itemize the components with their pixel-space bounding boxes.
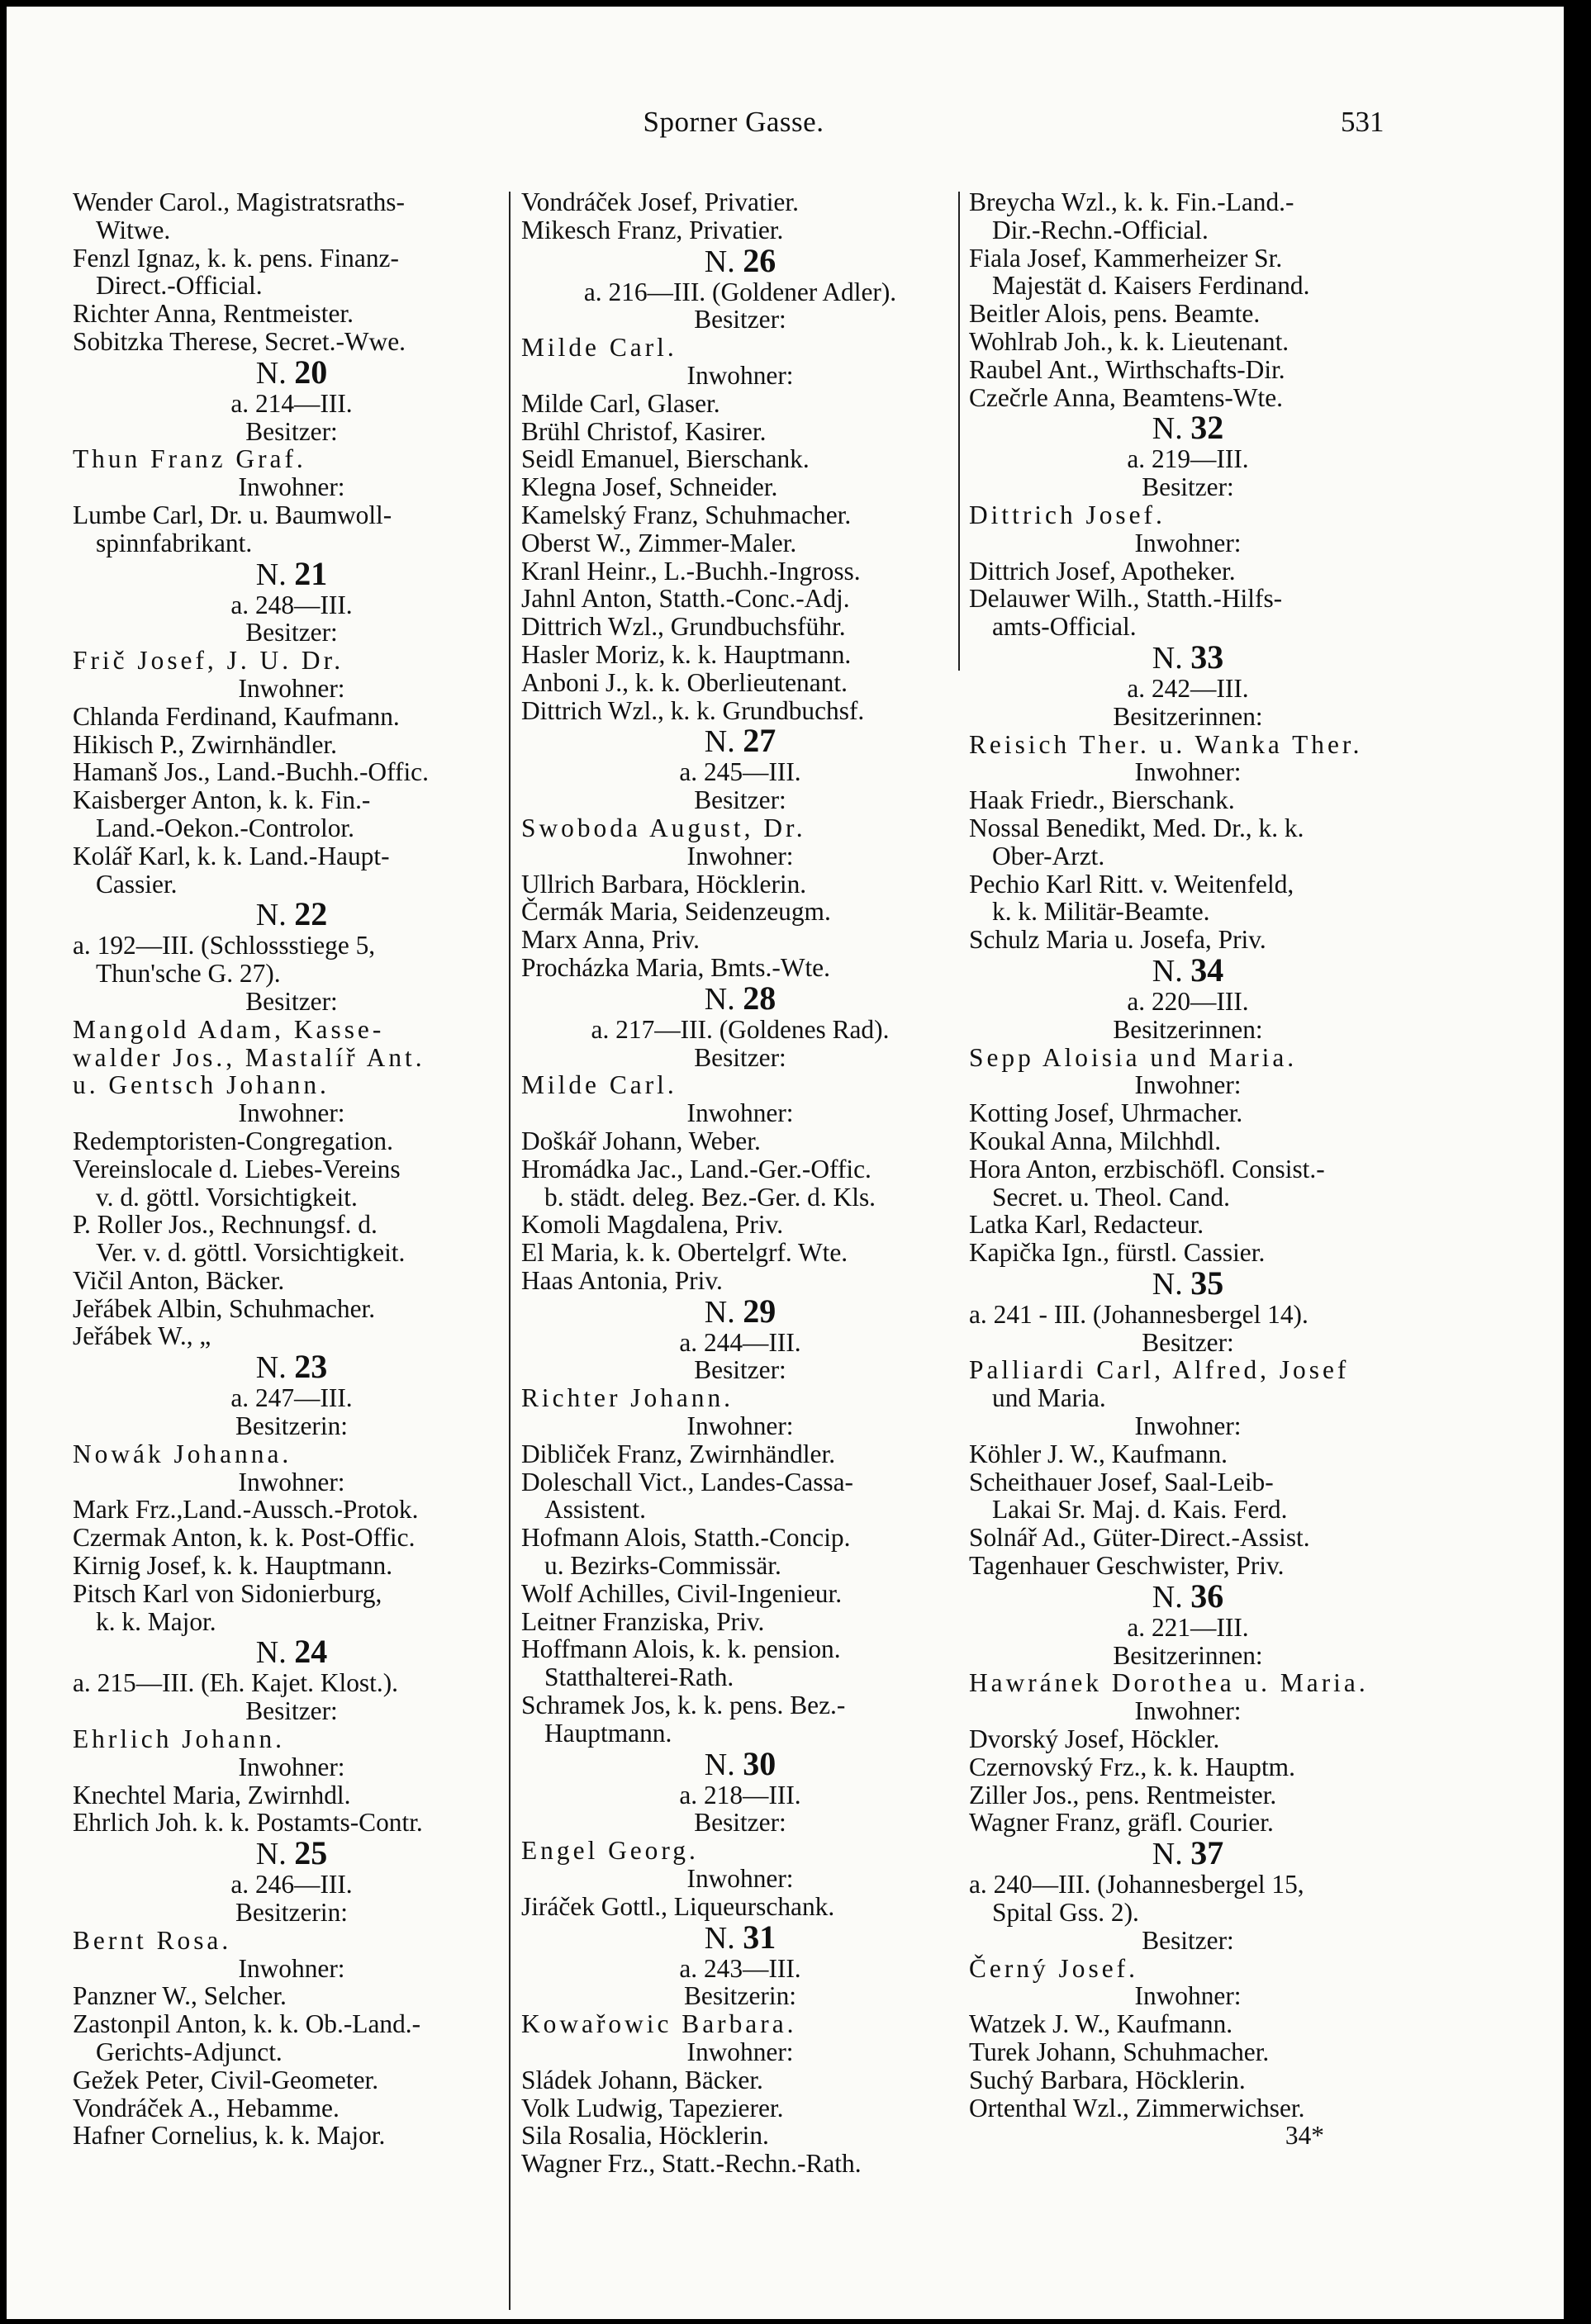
owner-entry: u. Gentsch Johann. <box>73 1070 330 1100</box>
resident-entry: Hoffmann Alois, k. k. pension. <box>521 1634 841 1664</box>
entry-continuation: Hauptmann. <box>544 1718 672 1748</box>
resident-entry: Lumbe Carl, Dr. u. Baumwoll- <box>73 500 392 529</box>
house-number-heading <box>969 411 1407 445</box>
house-prefix: N. <box>704 244 735 279</box>
resident-entry: Kaisberger Anton, k. k. Fin.- <box>73 785 371 815</box>
resident-entry: Kolář Karl, k. k. Land.-Haupt- <box>73 841 390 870</box>
resident-entry: Haas Antonia, Priv. <box>521 1265 723 1295</box>
resident-entry: Wagner Frz., Statt.-Rechn.-Rath. <box>521 2149 862 2179</box>
resident-entry: Wender Carol., Magistratsraths- <box>73 187 405 216</box>
house-number: 32 <box>1190 409 1224 447</box>
owner-entry: Hawránek Dorothea u. Maria. <box>969 1668 1369 1698</box>
resident-entry: Latka Karl, Redacteur. <box>969 1210 1204 1240</box>
house-number: 24 <box>294 1633 328 1671</box>
resident-entry: Dittrich Wzl., k. k. Grundbuchsf. <box>521 695 865 725</box>
resident-entry: Zastonpil Anton, k. k. Ob.-Land.- <box>73 2009 421 2039</box>
resident-entry: Doleschall Vict., Landes-Cassa- <box>521 1467 854 1496</box>
section-label: Inwohner: <box>238 1467 345 1496</box>
resident-entry: a. 192—III. (Schlossstiege 5, <box>73 931 376 960</box>
resident-entry: Czernovský Frz., k. k. Hauptm. <box>969 1752 1295 1781</box>
house-number: 31 <box>743 1918 777 1956</box>
house-number-heading <box>969 1577 1407 1615</box>
resident-entry: Hromádka Jac., Land.-Ger.-Offic. <box>521 1154 871 1183</box>
owner-entry: Mangold Adam, Kasse- <box>73 1014 385 1044</box>
section-label: a. 246—III. <box>230 1870 353 1900</box>
resident-entry: Ortenthal Wzl., Zimmerwichser. <box>969 2093 1305 2122</box>
section-label: Besitzerin: <box>235 1898 348 1928</box>
entry-continuation: Witwe. <box>96 215 171 244</box>
entry-continuation: Lakai Sr. Maj. d. Kais. Ferd. <box>992 1495 1288 1525</box>
house-number: 34 <box>1190 951 1224 989</box>
resident-entry: Fiala Josef, Kammerheizer Sr. <box>969 243 1283 273</box>
resident-entry: Hikisch P., Zwirnhändler. <box>73 729 337 759</box>
section-label: a. 214—III. <box>230 388 353 418</box>
resident-entry: Čermák Maria, Seidenzeugm. <box>521 897 831 927</box>
entry-continuation: Majestät d. Kaisers Ferdinand. <box>992 271 1310 301</box>
house-number-heading <box>73 554 511 592</box>
house-number: 35 <box>1190 1264 1224 1302</box>
resident-entry: Raubel Ant., Wirthschafts-Dir. <box>969 354 1285 384</box>
entry-continuation: v. d. göttl. Vorsichtigkeit. <box>96 1182 358 1212</box>
house-prefix: N. <box>1152 411 1183 447</box>
section-label: Besitzer: <box>1142 1925 1234 1955</box>
resident-entry: Milde Carl, Glaser. <box>521 388 720 418</box>
page-number: 531 <box>1341 106 1384 138</box>
owner-entry: Bernt Rosa. <box>73 1925 232 1955</box>
section-label: Inwohner: <box>238 1752 345 1781</box>
section-label: Inwohner: <box>686 1864 794 1894</box>
resident-entry: Fenzl Ignaz, k. k. pens. Finanz- <box>73 243 399 273</box>
house-prefix: N. <box>704 1747 735 1782</box>
section-label: a. 219—III. <box>1127 444 1249 474</box>
resident-entry: Schulz Maria u. Josefa, Priv. <box>969 925 1266 955</box>
resident-entry: Pechio Karl Ritt. v. Weitenfeld, <box>969 869 1294 899</box>
resident-entry: Solnář Ad., Güter-Direct.-Assist. <box>969 1523 1310 1553</box>
section-label: a. 242—III. <box>1127 673 1249 703</box>
resident-entry: Hora Anton, erzbischöfl. Consist.- <box>969 1154 1325 1183</box>
owner-entry: Swoboda August, Dr. <box>521 813 806 842</box>
running-header-title: Sporner Gasse. <box>643 106 824 138</box>
resident-entry: Anboni J., k. k. Oberlieutenant. <box>521 667 848 697</box>
house-number-heading <box>73 353 511 391</box>
house-number-heading <box>73 1834 511 1872</box>
section-label: a. 245—III. <box>679 757 801 787</box>
section-label: Inwohner: <box>238 1953 345 1983</box>
owner-entry: Thun Franz Graf. <box>73 444 306 474</box>
resident-entry: Leitner Franziska, Priv. <box>521 1606 765 1636</box>
owner-entry: Palliardi Carl, Alfred, Josef <box>969 1355 1350 1385</box>
entry-continuation: amts-Official. <box>992 612 1137 642</box>
house-prefix: N. <box>1152 1266 1183 1302</box>
section-label: Besitzer: <box>245 986 338 1016</box>
resident-entry: Jiráček Gottl., Liqueurschank. <box>521 1891 835 1921</box>
resident-entry: Koukal Anna, Milchhdl. <box>969 1126 1222 1155</box>
resident-entry: Kotting Josef, Uhrmacher. <box>969 1098 1243 1128</box>
owner-entry: Nowák Johanna. <box>73 1439 292 1468</box>
resident-entry: Dittrich Wzl., Grundbuchsführ. <box>521 612 846 642</box>
section-label: Besitzer: <box>694 1808 786 1838</box>
resident-entry: Klegna Josef, Schneider. <box>521 472 778 502</box>
signature-mark: 34* <box>1285 2121 1324 2151</box>
owner-entry: Kowařowic Barbara. <box>521 2009 797 2039</box>
section-label: Inwohner: <box>686 1098 794 1128</box>
resident-entry: Schramek Jos, k. k. pens. Bez.- <box>521 1691 846 1720</box>
section-label: Besitzerinnen: <box>1113 1640 1263 1670</box>
resident-entry: Vondráček A., Hebamme. <box>73 2093 340 2122</box>
house-number: 29 <box>743 1292 777 1330</box>
entry-continuation: Gerichts-Adjunct. <box>96 2037 283 2067</box>
resident-entry: Volk Ludwig, Tapezierer. <box>521 2093 784 2122</box>
owner-entry: Černý Josef. <box>969 1953 1138 1983</box>
section-label: Besitzer: <box>1142 472 1234 502</box>
resident-entry: Redemptoristen-Congregation. <box>73 1126 393 1155</box>
resident-entry: Seidl Emanuel, Bierschank. <box>521 444 810 474</box>
section-label: Inwohner: <box>238 472 345 502</box>
resident-entry: Vondráček Josef, Privatier. <box>521 187 799 216</box>
house-prefix: N. <box>255 355 287 391</box>
resident-entry: Wohlrab Joh., k. k. Lieutenant. <box>969 326 1289 356</box>
section-label: Besitzer: <box>245 1696 338 1726</box>
house-number: 27 <box>743 722 777 760</box>
resident-entry: Watzek J. W., Kaufmann. <box>969 2009 1233 2039</box>
column-left <box>73 188 511 2150</box>
house-prefix: N. <box>255 1837 287 1872</box>
house-number-heading <box>969 638 1407 676</box>
resident-entry: Jahnl Anton, Statth.-Conc.-Adj. <box>521 584 850 614</box>
resident-entry: Turek Johann, Schuhmacher. <box>969 2037 1270 2067</box>
resident-entry: Oberst W., Zimmer-Maler. <box>521 528 797 557</box>
house-number: 22 <box>294 895 328 933</box>
section-label: Inwohner: <box>1134 1411 1242 1441</box>
entry-continuation: Land.-Oekon.-Controlor. <box>96 813 354 842</box>
entry-continuation: Direct.-Official. <box>96 271 263 301</box>
resident-entry: Jeřábek W., „ <box>73 1321 211 1351</box>
house-number: 25 <box>294 1834 328 1872</box>
resident-entry: Richter Anna, Rentmeister. <box>73 299 354 329</box>
section-label: Besitzer: <box>694 305 786 334</box>
owner-entry: Reisich Ther. u. Wanka Ther. <box>969 729 1363 759</box>
house-number-heading <box>73 1635 511 1669</box>
section-label: Besitzerin: <box>235 1411 348 1441</box>
entry-continuation: Cassier. <box>96 869 178 899</box>
section-label: Inwohner: <box>238 1098 345 1128</box>
resident-entry: a. 215—III. (Eh. Kajet. Klost.). <box>73 1668 399 1698</box>
resident-entry: Pitsch Karl von Sidonierburg, <box>73 1578 382 1608</box>
resident-entry: El Maria, k. k. Obertelgrf. Wte. <box>521 1238 848 1268</box>
section-label: a. 220—III. <box>1127 986 1249 1016</box>
section-label: a. 248—III. <box>230 590 353 619</box>
resident-entry: Ehrlich Joh. k. k. Postamts-Contr. <box>73 1808 423 1838</box>
house-number: 28 <box>743 979 777 1017</box>
resident-entry: Ullrich Barbara, Höcklerin. <box>521 869 807 899</box>
resident-entry: Sila Rosalia, Höcklerin. <box>521 2121 769 2151</box>
column-divider <box>509 192 511 2310</box>
resident-entry: Kapička Ign., fürstl. Cassier. <box>969 1238 1266 1268</box>
house-number-heading <box>73 895 511 933</box>
resident-entry: Jeřábek Albin, Schuhmacher. <box>73 1293 376 1323</box>
section-label: a. 218—III. <box>679 1780 801 1809</box>
section-label: Besitzer: <box>694 1355 786 1385</box>
entry-continuation: Dir.-Rechn.-Official. <box>992 215 1209 244</box>
resident-entry: Kranl Heinr., L.-Buchh.-Ingross. <box>521 556 861 586</box>
section-label: Besitzer: <box>694 1042 786 1072</box>
resident-entry: Nossal Benedikt, Med. Dr., k. k. <box>969 813 1304 842</box>
entry-continuation: k. k. Militär-Beamte. <box>992 897 1210 927</box>
entry-continuation: Ober-Arzt. <box>992 841 1105 870</box>
resident-entry: Hofmann Alois, Statth.-Concip. <box>521 1523 851 1553</box>
resident-entry: Dittrich Josef, Apotheker. <box>969 556 1236 586</box>
entry-continuation: spinnfabrikant. <box>96 528 253 557</box>
resident-entry: Hafner Cornelius, k. k. Major. <box>73 2121 386 2151</box>
house-prefix: N. <box>1152 1837 1183 1872</box>
resident-entry: a. 241 - III. (Johannesbergel 14). <box>969 1299 1308 1329</box>
resident-entry: Köhler J. W., Kaufmann. <box>969 1439 1228 1468</box>
resident-entry: Chlanda Ferdinand, Kaufmann. <box>73 701 400 731</box>
resident-entry: Haak Friedr., Bierschank. <box>969 785 1235 815</box>
section-label: Inwohner: <box>686 360 794 390</box>
house-prefix: N. <box>255 1635 287 1671</box>
house-prefix: N. <box>255 557 287 592</box>
section-label: a. 216—III. (Goldener Adler). <box>583 277 897 306</box>
section-label: Inwohner: <box>1134 1696 1242 1726</box>
entry-continuation: Secret. u. Theol. Cand. <box>992 1182 1230 1212</box>
section-label: Besitzer: <box>245 618 338 647</box>
entry-continuation: Assistent. <box>544 1495 646 1525</box>
resident-entry: Gežek Peter, Civil-Geometer. <box>73 2065 379 2094</box>
section-label: Besitzerinnen: <box>1113 1014 1263 1044</box>
section-label: Inwohner: <box>238 673 345 703</box>
owner-entry: walder Jos., Mastalíř Ant. <box>73 1042 425 1072</box>
resident-entry: Mikesch Franz, Privatier. <box>521 215 784 244</box>
resident-entry: Brühl Christof, Kasirer. <box>521 416 767 446</box>
section-label: Besitzerin: <box>684 1981 796 2011</box>
resident-entry: Scheithauer Josef, Saal-Leib- <box>969 1467 1274 1496</box>
owner-entry: Engel Georg. <box>521 1836 699 1866</box>
resident-entry: Kirnig Josef, k. k. Hauptmann. <box>73 1551 393 1581</box>
house-prefix: N. <box>1152 640 1183 676</box>
house-number-heading <box>521 241 959 279</box>
section-label: Inwohner: <box>1134 528 1242 557</box>
resident-entry: Marx Anna, Priv. <box>521 925 700 955</box>
resident-entry: Wagner Franz, gräfl. Courier. <box>969 1808 1274 1838</box>
house-number: 36 <box>1190 1577 1224 1615</box>
house-number-heading <box>969 1834 1407 1872</box>
house-prefix: N. <box>704 1294 735 1330</box>
scan-edge <box>1564 0 1591 2324</box>
section-label: a. 243—III. <box>679 1953 801 1983</box>
house-number-heading <box>521 979 959 1017</box>
house-number: 23 <box>294 1348 328 1386</box>
owner-entry: Milde Carl. <box>521 333 677 363</box>
resident-entry: P. Roller Jos., Rechnungsf. d. <box>73 1210 378 1240</box>
owner-entry: Frič Josef, J. U. Dr. <box>73 646 344 676</box>
resident-entry: Komoli Magdalena, Priv. <box>521 1210 784 1240</box>
directory-page <box>7 7 1564 2319</box>
section-label: a. 244—III. <box>679 1327 801 1357</box>
resident-entry: Vičil Anton, Bäcker. <box>73 1265 285 1295</box>
section-label: Inwohner: <box>1134 1070 1242 1100</box>
entry-continuation: Thun'sche G. 27). <box>96 959 281 989</box>
owner-entry: Sepp Aloisia und Maria. <box>969 1042 1298 1072</box>
section-label: Besitzer: <box>245 416 338 446</box>
house-number-heading <box>521 1744 959 1782</box>
entry-continuation: u. Bezirks-Commissär. <box>544 1551 781 1581</box>
resident-entry: a. 240—III. (Johannesbergel 15, <box>969 1870 1304 1900</box>
house-number-heading <box>73 1350 511 1384</box>
house-number-heading <box>969 951 1407 989</box>
house-number: 20 <box>294 353 328 391</box>
house-prefix: N. <box>255 1350 287 1386</box>
house-prefix: N. <box>704 724 735 760</box>
house-number: 26 <box>743 241 777 279</box>
house-prefix: N. <box>1152 953 1183 989</box>
resident-entry: Dvorský Josef, Höckler. <box>969 1724 1220 1754</box>
owner-entry: Richter Johann. <box>521 1383 734 1413</box>
entry-continuation: Ver. v. d. göttl. Vorsichtigkeit. <box>96 1238 406 1268</box>
resident-entry: Tagenhauer Geschwister, Priv. <box>969 1551 1285 1581</box>
resident-entry: Suchý Barbara, Höcklerin. <box>969 2065 1246 2094</box>
resident-entry: Czečrle Anna, Beamtens-Wte. <box>969 382 1284 412</box>
house-prefix: N. <box>255 898 287 933</box>
resident-entry: Panzner W., Selcher. <box>73 1981 287 2011</box>
resident-entry: Wolf Achilles, Civil-Ingenieur. <box>521 1578 843 1608</box>
section-label: a. 247—III. <box>230 1383 353 1413</box>
column-right <box>969 188 1407 2150</box>
resident-entry: Dibliček Franz, Zwirnhändler. <box>521 1439 836 1468</box>
house-number-heading <box>521 724 959 758</box>
section-label: Inwohner: <box>686 2037 794 2067</box>
entry-continuation: b. städt. deleg. Bez.-Ger. d. Kls. <box>544 1182 876 1212</box>
section-label: Inwohner: <box>1134 1981 1242 2011</box>
owner-entry: Ehrlich Johann. <box>73 1724 286 1754</box>
resident-entry: Hamanš Jos., Land.-Buchh.-Offic. <box>73 757 429 787</box>
resident-entry: Ziller Jos., pens. Rentmeister. <box>969 1780 1277 1809</box>
resident-entry: Hasler Moriz, k. k. Hauptmann. <box>521 639 852 669</box>
house-number: 30 <box>743 1744 777 1782</box>
resident-entry: Procházka Maria, Bmts.-Wte. <box>521 952 830 982</box>
resident-entry: Delauwer Wilh., Statth.-Hilfs- <box>969 584 1283 614</box>
resident-entry: Sládek Johann, Bäcker. <box>521 2065 763 2094</box>
section-label: Inwohner: <box>686 841 794 870</box>
section-label: Besitzer: <box>694 785 786 815</box>
house-prefix: N. <box>1152 1579 1183 1615</box>
entry-continuation: Spital Gss. 2). <box>992 1898 1139 1928</box>
section-label: Besitzer: <box>1142 1327 1234 1357</box>
house-number-heading <box>521 1918 959 1956</box>
column-middle <box>521 188 959 2178</box>
section-label: Besitzerinnen: <box>1113 701 1263 731</box>
resident-entry: Czermak Anton, k. k. Post-Offic. <box>73 1523 416 1553</box>
resident-entry: Vereinslocale d. Liebes-Vereins <box>73 1154 401 1183</box>
owner-entry: Dittrich Josef. <box>969 500 1166 529</box>
house-number-heading <box>969 1264 1407 1302</box>
entry-continuation: Statthalterei-Rath. <box>544 1662 734 1692</box>
house-number: 37 <box>1190 1834 1224 1872</box>
section-label: Inwohner: <box>1134 757 1242 787</box>
house-prefix: N. <box>704 981 735 1017</box>
house-number: 21 <box>294 554 328 592</box>
owner-entry: Milde Carl. <box>521 1070 677 1100</box>
entry-continuation: k. k. Major. <box>96 1606 216 1636</box>
section-label: a. 217—III. (Goldenes Rad). <box>591 1014 890 1044</box>
house-number: 33 <box>1190 638 1224 676</box>
resident-entry: Sobitzka Therese, Secret.-Wwe. <box>73 326 406 356</box>
entry-continuation: und Maria. <box>992 1383 1106 1413</box>
resident-entry: Knechtel Maria, Zwirnhdl. <box>73 1780 351 1809</box>
resident-entry: Doškář Johann, Weber. <box>521 1126 761 1155</box>
house-number-heading <box>521 1292 959 1330</box>
house-prefix: N. <box>704 1920 735 1956</box>
resident-entry: Breycha Wzl., k. k. Fin.-Land.- <box>969 187 1294 216</box>
resident-entry: Kamelský Franz, Schuhmacher. <box>521 500 852 529</box>
resident-entry: Mark Frz.,Land.-Aussch.-Protok. <box>73 1495 419 1525</box>
column-divider <box>958 192 960 671</box>
section-label: Inwohner: <box>686 1411 794 1441</box>
section-label: a. 221—III. <box>1127 1612 1249 1642</box>
resident-entry: Beitler Alois, pens. Beamte. <box>969 299 1261 329</box>
